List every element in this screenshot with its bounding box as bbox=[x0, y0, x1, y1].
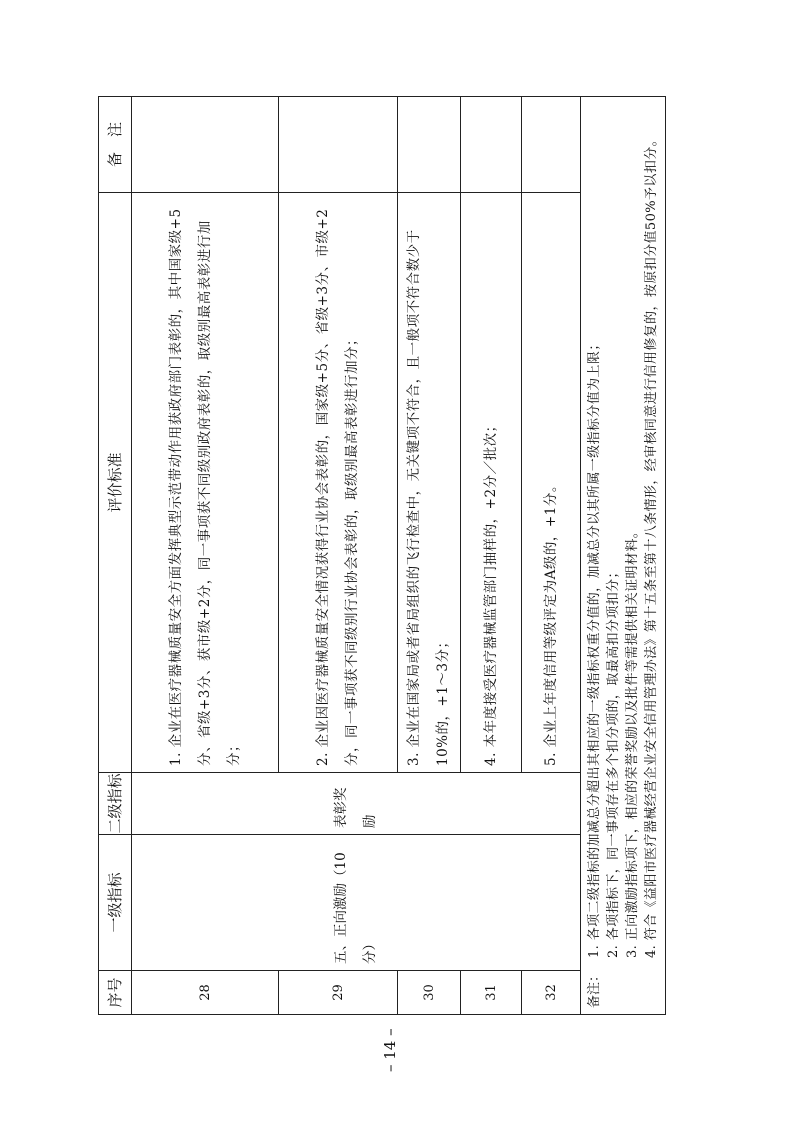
criteria-cell: 4. 本年度接受医疗器械监管部门抽样的，+2分／批次； bbox=[461, 193, 522, 773]
remarks-cell bbox=[522, 97, 581, 193]
note-item: 2. 各项指标下，同一事项存在多个扣分项的，取最高扣分项扣分； bbox=[606, 565, 621, 958]
remarks-cell bbox=[398, 97, 461, 193]
row-seq: 32 bbox=[522, 971, 581, 1015]
notes-cell bbox=[581, 97, 666, 1015]
row-seq: 28 bbox=[132, 971, 279, 1015]
level2-cell: 表彰奖励 bbox=[132, 773, 581, 835]
remarks-cell bbox=[461, 97, 522, 193]
notes-label: 备注： bbox=[587, 968, 602, 1008]
header-seq: 序号 bbox=[99, 971, 132, 1015]
header-level1: 一级指标 bbox=[99, 835, 132, 971]
row-seq: 30 bbox=[398, 971, 461, 1015]
note-item: 4. 符合《益阳市医疗器械经营企业安全信用管理办法》第十五条至第十八条情形，经审核同意进行信用修复的，按原扣分值50%予以扣分。 bbox=[644, 132, 659, 958]
header-level2: 二级指标 bbox=[99, 773, 132, 835]
criteria-cell: 1. 企业在医疗器械质量安全方面发挥典型示范带动作用获政府部门表彰的，其中国家级+5分、省级+3分、获市级+2分，同一事项获不同级别政府表彰的，取级别最高表彰进行加分； bbox=[132, 193, 279, 773]
row-seq: 31 bbox=[461, 971, 522, 1015]
header-criteria: 评价标准 bbox=[99, 193, 132, 773]
page-number: – 14 – bbox=[381, 1028, 399, 1072]
criteria-cell: 2. 企业因医疗器械质量安全情况获得行业协会表彰的，国家级+5分、省级+3分、市级+2分，同一事项获不同级别行业协会表彰的，取级别最高表彰进行加分； bbox=[279, 193, 398, 773]
evaluation-table bbox=[98, 96, 666, 1015]
table-row bbox=[132, 97, 279, 1015]
remarks-cell bbox=[279, 97, 398, 193]
notes-list bbox=[585, 103, 661, 958]
remarks-cell bbox=[132, 97, 279, 193]
level1-cell: 五、正向激励（10分） bbox=[132, 835, 581, 971]
notes-row bbox=[581, 97, 666, 1015]
header-remarks: 备 注 bbox=[99, 97, 132, 193]
note-item: 3. 正向激励指标项下，相应的荣誉奖励以及批件等需提供相关证明材料。 bbox=[625, 524, 640, 958]
table-header-row bbox=[99, 97, 132, 1015]
note-item: 1. 各项二级指标的加减总分超出其相应的一级指标权重分值的，加减总分以其所属一级指标分值为上限； bbox=[587, 337, 602, 958]
criteria-cell: 5. 企业上年度信用等级评定为A级的，+1分。 bbox=[522, 193, 581, 773]
row-seq: 29 bbox=[279, 971, 398, 1015]
criteria-cell: 3. 企业在国家局或者省局组织的飞行检查中，无关键项不符合，且一般项不符合数少于10%的，+1～3分； bbox=[398, 193, 461, 773]
